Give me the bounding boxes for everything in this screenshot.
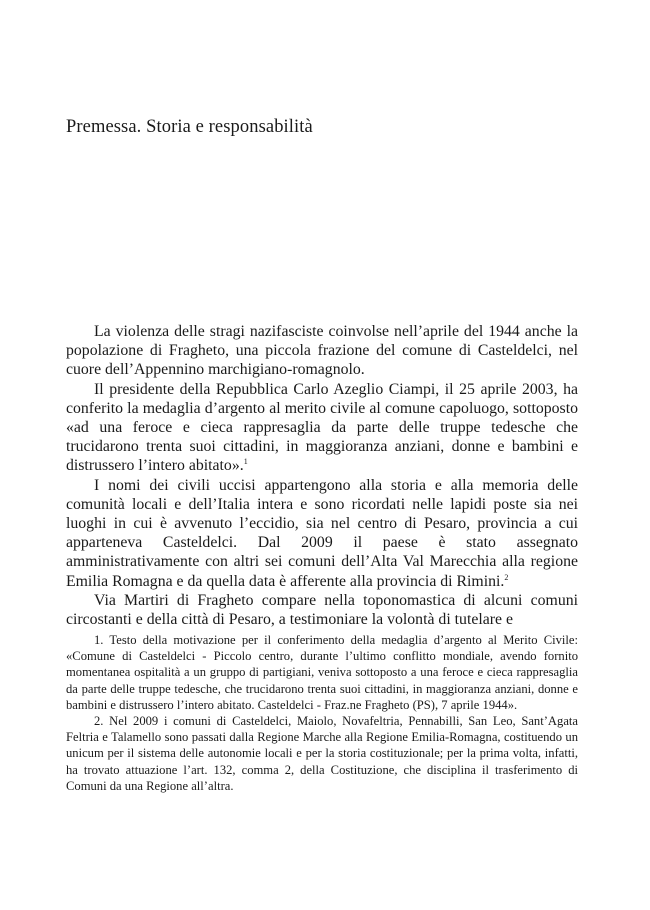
footnote-ref[interactable]: 1 — [243, 457, 248, 467]
paragraph — [66, 591, 578, 629]
footnotes — [66, 632, 578, 794]
paragraph — [66, 322, 578, 380]
paragraph-text: I nomi dei civili uccisi appartengono alla storia e alla memoria delle comunità locali e dell’Italia intera e sono ricordati nelle lapidi poste sia nei luoghi in cui è avvenuto l’eccidio, sia nel centro di Pesaro, provincia a cui apparteneva Casteldelci. Dal 2009 il paese è stato assegnato amministrativamente con altri sei comuni dell’Alta Val Marecchia alla regione Emilia Romagna e da quella data è afferente alla provincia di Rimini. — [66, 476, 578, 590]
paragraph-text: Via Martiri di Fragheto compare nella toponomastica di alcuni comuni circostanti e della città di Pesaro, a testimoniare la volontà di tutelare e — [66, 591, 578, 629]
footnote-ref[interactable]: 2 — [504, 572, 509, 582]
paragraph — [66, 380, 578, 476]
chapter-heading: Premessa. Storia e responsabilità — [66, 117, 313, 137]
paragraph-text: La violenza delle stragi nazifasciste coinvolse nell’aprile del 1944 anche la popolazione di Fragheto, una piccola frazione del comune di Casteldelci, nel cuore dell’Appennino marchigiano-romagnolo. — [66, 323, 578, 379]
body-text — [66, 322, 578, 629]
footnote: 2. Nel 2009 i comuni di Casteldelci, Maiolo, Novafeltria, Pennabilli, San Leo, Sant’Agata Feltria e Talamello sono passati dalla Regione Marche alla Regione Emilia-Romagna, costituendo un unicum per il sistema delle autonomie locali e per la storia costituzionale; per la prima volta, infatti, ha trovato attuazione l’art. 132, comma 2, della Costituzione, che disciplina il trasferimento di Comuni da una Regione all’altra. — [66, 714, 578, 793]
paragraph-text: Il presidente della Repubblica Carlo Azeglio Ciampi, il 25 aprile 2003, ha conferito la medaglia d’argento al merito civile al comune capoluogo, sottoposto «ad una feroce e cieca rappresaglia da parte delle truppe tedesche che trucidarono trenta suoi cittadini, in maggioranza anziani, donne e bambini e distrussero l’intero abitato». — [66, 380, 578, 475]
paragraph — [66, 476, 578, 591]
footnote: 1. Testo della motivazione per il conferimento della medaglia d’argento al Merito Civile: «Comune di Casteldelci - Piccolo centro, durante l’ultimo conflitto mondiale, avendo fornito momentanea ospitalità a un gruppo di partigiani, veniva sottoposto a una feroce e cieca rappresaglia da parte delle truppe tedesche, che trucidarono trenta suoi cittadini, in maggioranza anziani, donne e bambini e distrussero l’intero abitato. Casteldelci - Fraz.ne Fragheto (PS), 7 aprile 1944». — [66, 633, 578, 712]
